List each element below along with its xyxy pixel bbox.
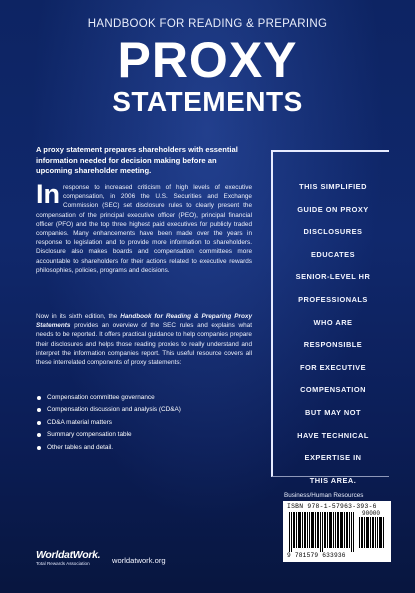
publisher-logo <box>36 550 100 567</box>
drop-cap: In <box>36 179 60 209</box>
bullet-icon <box>37 408 41 412</box>
publisher-tagline: Total Rewards Association <box>36 561 90 566</box>
bullet-icon <box>37 396 41 400</box>
audience-callout-text <box>277 176 389 492</box>
list-item: CD&A material matters <box>36 417 252 429</box>
body-paragraph-1-text: response to increased criticism of high levels of executive compensation, in 2006 the U.S. Securities and Exchange Commission (SEC) set disclosure rules to clearly present the compensation of the principal executive officer (PEO), principal financial officer (PFO) and the top three highest paid executives for publicly traded companies. Many enhancements have been made over the years in response to legislation and to provide more information to shareholders. Disclosure also makes boards and compensation committees more accountable to shareholders for their actions related to executive rewards philosophies, policies, programs and decisions. <box>36 184 252 274</box>
book-title-italic: Handbook for Reading & Preparing Proxy Statements <box>36 313 253 330</box>
lead-paragraph: A proxy statement prepares shareholders with essential information needed for decision making before an upcoming shareholder meeting. <box>36 145 238 175</box>
callout-line: RESPONSIBLE <box>303 340 363 350</box>
body-paragraph-2 <box>36 312 252 367</box>
body-paragraph-2-text: provides an overview of the SEC rules and explains what needs to be reported. It offers practical guidance to help companies prepare their disclosures and helps those reading proxies to really understand and interpret the information companies report. This useful resource covers all these interrelated components of proxy statements: <box>36 322 252 367</box>
callout-line: SENIOR-LEVEL HR <box>295 272 371 282</box>
list-item: Compensation committee governance <box>36 392 252 404</box>
callout-line: WHO ARE <box>313 317 353 327</box>
isbn-barcode <box>283 501 391 562</box>
callout-line: EDUCATES <box>310 249 356 259</box>
callout-line: GUIDE ON PROXY <box>297 204 369 214</box>
barcode-number: 9 781579 633936 <box>287 552 346 559</box>
cover-title-proxy: PROXY <box>117 32 298 88</box>
callout-line: THIS SIMPLIFIED <box>299 182 367 191</box>
cover-kicker: HANDBOOK FOR READING & PREPARING <box>87 18 328 30</box>
callout-line: THIS AREA. <box>309 475 357 485</box>
body-paragraph-1 <box>36 179 252 275</box>
price-code: 90000 <box>362 510 381 517</box>
callout-line: BUT MAY NOT <box>304 407 361 417</box>
publisher-url: worldatwork.org <box>112 556 166 565</box>
bullet-icon <box>37 446 41 450</box>
list-item: Summary compensation table <box>36 429 252 441</box>
barcode-addon-icon <box>359 517 385 548</box>
bullet-icon <box>37 421 41 425</box>
callout-line: FOR EXECUTIVE <box>299 362 367 372</box>
callout-line: PROFESSIONALS <box>298 294 368 304</box>
list-item: Compensation discussion and analysis (CD&A) <box>36 404 252 416</box>
list-item: Other tables and detail. <box>36 442 252 454</box>
body-paragraph-2-intro: Now in its sixth edition, the <box>36 313 121 320</box>
components-list <box>36 392 252 454</box>
audience-callout-box <box>271 150 389 485</box>
callout-line: EXPERTISE IN <box>304 453 362 463</box>
cover-title-statements: STATEMENTS <box>112 86 303 117</box>
bullet-icon <box>37 433 41 437</box>
publisher-name: WorldatWork. <box>36 549 101 561</box>
callout-line: HAVE TECHNICAL <box>297 430 369 440</box>
callout-line: COMPENSATION <box>300 385 366 395</box>
isbn-label: ISBN 978-1-57963-393-6 <box>287 503 377 510</box>
callout-line: DISCLOSURES <box>303 227 363 237</box>
barcode-bars-icon <box>289 512 355 552</box>
book-category: Business/Human Resources <box>284 492 364 499</box>
